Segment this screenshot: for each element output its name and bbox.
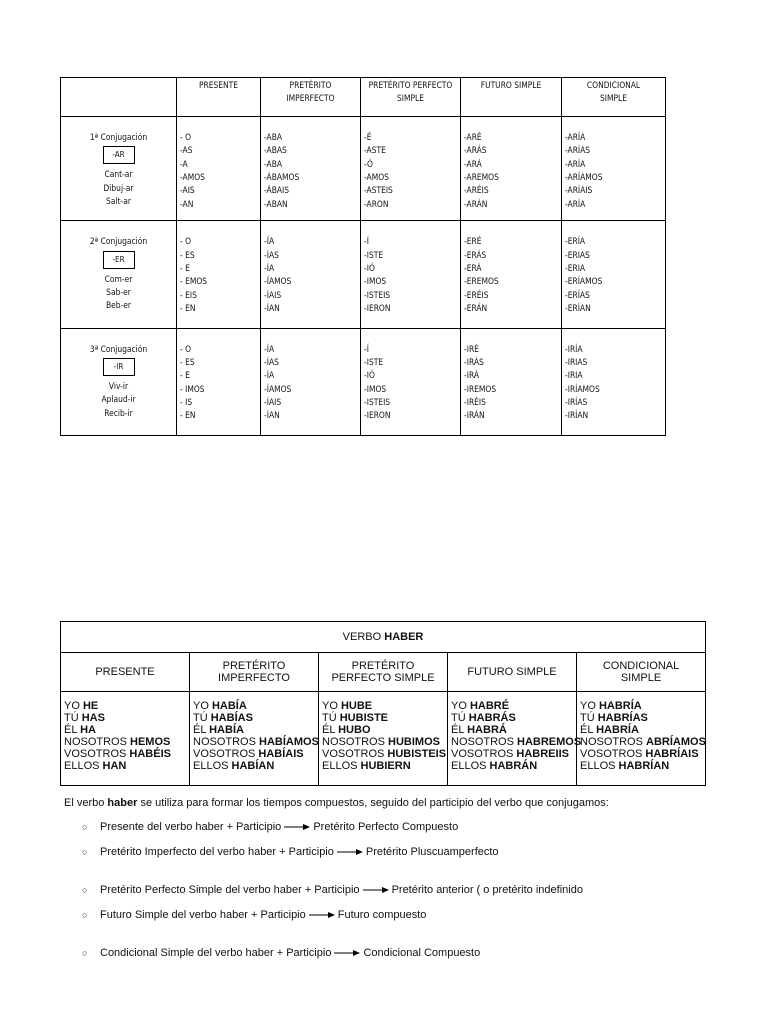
bullet-circle: ○ bbox=[82, 948, 88, 958]
ending-form: -ISTE bbox=[364, 249, 384, 260]
haber-form: HAN bbox=[102, 760, 127, 772]
ending-form: -ABA bbox=[264, 158, 283, 169]
pronoun: YO bbox=[580, 700, 599, 712]
ending-form: -Í bbox=[364, 236, 369, 247]
haber-form: HABRÍA bbox=[598, 700, 642, 712]
haber-form-line bbox=[322, 712, 444, 724]
ending-form: -AN bbox=[180, 198, 194, 209]
pronoun: NOSOTROS bbox=[580, 736, 647, 748]
ending-form: - E bbox=[180, 370, 190, 381]
presente-endings-cell bbox=[177, 328, 261, 435]
haber-form: HUBO bbox=[338, 724, 371, 736]
ending-form: -IRÉ bbox=[464, 343, 479, 354]
compound-tense-item bbox=[82, 884, 583, 896]
haber-form-line bbox=[64, 712, 186, 724]
ending-form: -IRÉIS bbox=[464, 396, 486, 407]
pronoun: NOSOTROS bbox=[64, 736, 131, 748]
haber-form-line bbox=[64, 700, 186, 712]
resulting-tense: Pretérito Perfecto Compuesto bbox=[313, 821, 459, 833]
compound-tenses-notes bbox=[64, 797, 744, 959]
haber-form: HEMOS bbox=[130, 736, 171, 748]
conjugation-cell bbox=[61, 328, 177, 435]
ending-form: - O bbox=[180, 236, 192, 247]
haber-form-line bbox=[580, 748, 702, 760]
haber-forms-cell bbox=[448, 692, 582, 786]
haber-form: HABRÍAIS bbox=[645, 748, 699, 760]
condicional-endings-cell bbox=[562, 117, 666, 221]
haber-form-line bbox=[451, 748, 573, 760]
haber-form: HABÍA bbox=[209, 724, 244, 736]
bullet-circle: ○ bbox=[82, 847, 88, 857]
ending-form: -ISTE bbox=[364, 356, 384, 367]
ending-form: -IRIA bbox=[565, 370, 583, 381]
example-verb: Recib-ir bbox=[104, 407, 133, 418]
header-futuro-simple: FUTURO SIMPLE bbox=[461, 78, 562, 117]
ending-form: -AREMOS bbox=[464, 171, 499, 182]
haber-form: HABÉIS bbox=[129, 748, 171, 760]
resulting-tense: Pretérito anterior ( o pretérito indefinido bbox=[391, 884, 583, 896]
pronoun: VOSOTROS bbox=[193, 748, 259, 760]
haber-form-line bbox=[322, 760, 444, 772]
haber-form-line bbox=[193, 736, 319, 748]
ending-form: - EIS bbox=[180, 289, 197, 300]
ending-form: -IMOS bbox=[364, 383, 387, 394]
arrow-right-icon bbox=[363, 886, 389, 894]
conjugation-label: 3ª Conjugación bbox=[89, 343, 148, 354]
ending-form: -ARÁ bbox=[464, 158, 482, 169]
haber-header-preterito-perfecto-simple: PRETÉRITO PERFECTO SIMPLE bbox=[319, 653, 448, 692]
ending-form: -ÍA bbox=[264, 370, 275, 381]
notes-intro: El verbo haber se utiliza para formar los tiempos compuestos, seguido del participio del verbo que conjugamos: bbox=[64, 797, 609, 809]
ending-form: -IÓ bbox=[364, 370, 375, 381]
haber-form-line bbox=[193, 712, 315, 724]
ending-form: -ERÁ bbox=[464, 262, 482, 273]
ending-form: -IERON bbox=[364, 302, 391, 313]
ending-form: - ES bbox=[180, 356, 195, 367]
ending-form: -IRIAS bbox=[565, 356, 588, 367]
ending-form: - O bbox=[180, 132, 192, 143]
ending-badge: -AR bbox=[103, 146, 135, 164]
pronoun: ÉL bbox=[451, 724, 468, 736]
ending-form: - IS bbox=[180, 396, 193, 407]
header-cell-empty bbox=[61, 78, 177, 117]
haber-header-preterito-imperfecto: PRETÉRITO IMPERFECTO bbox=[190, 653, 319, 692]
pronoun: NOSOTROS bbox=[451, 736, 518, 748]
perfecto-endings-cell bbox=[361, 221, 461, 328]
formation-text: Condicional Simple del verbo haber + Participio bbox=[100, 947, 332, 959]
ending-form: -ÍAN bbox=[264, 302, 280, 313]
pronoun: YO bbox=[322, 700, 341, 712]
haber-form: HE bbox=[82, 700, 99, 712]
compound-tense-item bbox=[82, 846, 499, 858]
imperfecto-endings-cell bbox=[261, 328, 361, 435]
ending-form: - ES bbox=[180, 249, 195, 260]
pronoun: TÚ bbox=[64, 712, 82, 724]
haber-form-line bbox=[580, 736, 706, 748]
formation-text: Presente del verbo haber + Participio bbox=[100, 821, 282, 833]
example-verb: Dibuj-ar bbox=[103, 182, 134, 193]
pronoun: NOSOTROS bbox=[193, 736, 260, 748]
ending-badge: -IR bbox=[103, 358, 135, 376]
ending-form: -ARÍAIS bbox=[565, 185, 593, 196]
ending-form: -ERÍA bbox=[565, 236, 586, 247]
ending-form: -IRÁN bbox=[464, 410, 485, 421]
ending-form: -ERÉIS bbox=[464, 289, 489, 300]
ending-form: - EN bbox=[180, 410, 196, 421]
haber-form-line bbox=[451, 724, 573, 736]
verbo-haber-table bbox=[60, 621, 706, 786]
ending-form: - EN bbox=[180, 302, 196, 313]
haber-forms-cell bbox=[61, 692, 190, 786]
ending-form: -AMOS bbox=[180, 171, 205, 182]
ending-form: -ÁBAIS bbox=[264, 185, 290, 196]
haber-form: HABÍA bbox=[211, 700, 247, 712]
haber-form: HABÍAIS bbox=[258, 748, 304, 760]
ending-form: -ARÍA bbox=[565, 158, 586, 169]
pronoun: TÚ bbox=[451, 712, 469, 724]
ending-form: -A bbox=[180, 158, 188, 169]
haber-form-line bbox=[193, 724, 315, 736]
ending-form: -ERÁS bbox=[464, 249, 487, 260]
haber-form: HABREIIS bbox=[516, 748, 569, 760]
ending-form: -ERÍAMOS bbox=[565, 276, 603, 287]
ending-form: -ÁBAMOS bbox=[264, 171, 300, 182]
condicional-endings-cell bbox=[562, 221, 666, 328]
header-preterito-perfecto-simple: PRETÉRITO PERFECTO SIMPLE bbox=[361, 78, 461, 117]
imperfecto-endings-cell bbox=[261, 221, 361, 328]
haber-forms-cell bbox=[319, 692, 448, 786]
presente-endings-cell bbox=[177, 221, 261, 328]
ending-form: -ARÁN bbox=[464, 198, 488, 209]
pronoun: YO bbox=[193, 700, 212, 712]
pronoun: ÉL bbox=[193, 724, 210, 736]
ending-form: -ÍAN bbox=[264, 410, 280, 421]
conjugation-cell bbox=[61, 221, 177, 328]
header-preterito-imperfecto: PRETÉRITO IMPERFECTO bbox=[261, 78, 361, 117]
ending-form: -ARÉIS bbox=[464, 185, 489, 196]
ending-form: -ARÍA bbox=[565, 132, 586, 143]
haber-form-line bbox=[64, 736, 186, 748]
ending-form: -ÍAMOS bbox=[264, 383, 292, 394]
haber-form-line bbox=[451, 700, 573, 712]
ending-form: - EMOS bbox=[180, 276, 208, 287]
haber-form-line bbox=[322, 700, 444, 712]
arrow-right-icon bbox=[334, 949, 360, 957]
haber-form: HUBIERN bbox=[360, 760, 411, 772]
conjugation-label: 1ª Conjugación bbox=[89, 132, 148, 143]
haber-form-line bbox=[322, 724, 444, 736]
ending-form: -ERIAS bbox=[565, 249, 590, 260]
verbo-haber-title-row bbox=[61, 622, 706, 653]
table-row bbox=[61, 221, 666, 328]
presente-endings-cell bbox=[177, 117, 261, 221]
ending-form: -ARÍA bbox=[565, 198, 586, 209]
ending-form: - E bbox=[180, 262, 190, 273]
ending-form: -ISTEIS bbox=[364, 289, 391, 300]
haber-form: HABRÍA bbox=[596, 724, 639, 736]
ending-form: - IMOS bbox=[180, 383, 205, 394]
bullet-circle: ○ bbox=[82, 910, 88, 920]
ending-form: -AS bbox=[180, 145, 193, 156]
ending-form: -ASTEIS bbox=[364, 185, 393, 196]
haber-form-line bbox=[64, 760, 186, 772]
pronoun: ELLOS bbox=[322, 760, 361, 772]
example-verb: Salt-ar bbox=[106, 195, 131, 206]
pronoun: TÚ bbox=[193, 712, 211, 724]
haber-form-line bbox=[580, 724, 702, 736]
ending-form: -Ó bbox=[364, 158, 373, 169]
ending-form: -ÍAMOS bbox=[264, 276, 292, 287]
haber-form: HABRÁ bbox=[467, 724, 507, 736]
haber-form-line bbox=[322, 748, 447, 760]
example-verb: Cant-ar bbox=[104, 169, 133, 180]
haber-form-line bbox=[322, 736, 444, 748]
ending-form: -IRÍAMOS bbox=[565, 383, 600, 394]
ending-form: -IRÁS bbox=[464, 356, 484, 367]
resulting-tense: Pretérito Pluscuamperfecto bbox=[365, 846, 499, 858]
ending-form: -ABAS bbox=[264, 145, 287, 156]
pronoun: ELLOS bbox=[580, 760, 619, 772]
ending-form: -ERÁN bbox=[464, 302, 488, 313]
ending-badge: -ER bbox=[103, 251, 135, 269]
ending-form: -IMOS bbox=[364, 276, 387, 287]
haber-conjugation-row bbox=[61, 692, 706, 786]
formation-text: Pretérito Perfecto Simple del verbo haber + Participio bbox=[100, 884, 360, 896]
haber-form-line bbox=[193, 748, 315, 760]
ending-form: - O bbox=[180, 343, 192, 354]
pronoun: VOSOTROS bbox=[64, 748, 130, 760]
haber-header-presente: PRESENTE bbox=[61, 653, 190, 692]
haber-form: HUBE bbox=[340, 700, 373, 712]
ending-form: -ERÍAS bbox=[565, 289, 590, 300]
ending-form: -IRÍAN bbox=[565, 410, 589, 421]
pronoun: VOSOTROS bbox=[451, 748, 517, 760]
ending-form: -ÍAIS bbox=[264, 396, 282, 407]
conjugation-endings-table bbox=[60, 77, 666, 436]
example-verb: Beb-er bbox=[105, 300, 132, 311]
haber-form-line bbox=[451, 736, 582, 748]
haber-form: HABÍAN bbox=[231, 760, 275, 772]
pronoun: ÉL bbox=[64, 724, 81, 736]
example-verb: Viv-ir bbox=[108, 380, 129, 391]
ending-form: -ÍA bbox=[264, 236, 275, 247]
conjugation-cell bbox=[61, 117, 177, 221]
bullet-circle: ○ bbox=[82, 885, 88, 895]
condicional-endings-cell bbox=[562, 328, 666, 435]
haber-form: HA bbox=[80, 724, 96, 736]
perfecto-endings-cell bbox=[361, 117, 461, 221]
ending-form: -ÍAS bbox=[264, 249, 279, 260]
pronoun: YO bbox=[451, 700, 470, 712]
haber-form-line bbox=[580, 712, 702, 724]
table-header-row bbox=[61, 653, 706, 692]
haber-form: HABRÍAS bbox=[597, 712, 648, 724]
haber-forms-cell bbox=[577, 692, 706, 786]
header-presente: PRESENTE bbox=[177, 78, 261, 117]
pronoun: ELLOS bbox=[451, 760, 490, 772]
haber-form-line bbox=[193, 760, 315, 772]
haber-form-line bbox=[451, 760, 573, 772]
table-header-row bbox=[61, 78, 666, 117]
pronoun: VOSOTROS bbox=[322, 748, 388, 760]
pronoun: ÉL bbox=[580, 724, 597, 736]
table-row bbox=[61, 117, 666, 221]
pronoun: ELLOS bbox=[193, 760, 232, 772]
resulting-tense: Futuro compuesto bbox=[337, 909, 427, 921]
example-verb: Aplaud-ir bbox=[101, 394, 136, 405]
haber-form-line bbox=[580, 760, 702, 772]
ending-form: -ÍA bbox=[264, 343, 275, 354]
table-row bbox=[61, 328, 666, 435]
ending-form: -ABAN bbox=[264, 198, 288, 209]
haber-form: HUBISTE bbox=[339, 712, 389, 724]
compound-tense-item bbox=[82, 821, 458, 833]
futuro-endings-cell bbox=[461, 221, 562, 328]
ending-form: -ÍAIS bbox=[264, 289, 282, 300]
ending-form: -ARON bbox=[364, 198, 389, 209]
pronoun: ÉL bbox=[322, 724, 339, 736]
haber-header-futuro-simple: FUTURO SIMPLE bbox=[448, 653, 577, 692]
ending-form: -ARÁS bbox=[464, 145, 487, 156]
ending-form: -ÍA bbox=[264, 262, 275, 273]
header-condicional-simple: CONDICIONAL SIMPLE bbox=[562, 78, 666, 117]
ending-form: -É bbox=[364, 132, 372, 143]
ending-form: -IRÍAS bbox=[565, 396, 588, 407]
haber-form: HABRÁN bbox=[489, 760, 538, 772]
haber-form: HAS bbox=[81, 712, 105, 724]
bullet-circle: ○ bbox=[82, 822, 88, 832]
haber-form: HABRÉ bbox=[469, 700, 510, 712]
ending-form: -Í bbox=[364, 343, 369, 354]
haber-form: HABREMOS bbox=[517, 736, 582, 748]
haber-form: HUBIMOS bbox=[388, 736, 440, 748]
ending-form: -EREMOS bbox=[464, 276, 499, 287]
haber-form: HABÍAMOS bbox=[259, 736, 319, 748]
pronoun: TÚ bbox=[322, 712, 340, 724]
haber-forms-cell bbox=[190, 692, 319, 786]
pronoun: VOSOTROS bbox=[580, 748, 646, 760]
ending-form: -AIS bbox=[180, 185, 195, 196]
verbo-haber-title: VERBO HABER bbox=[61, 622, 706, 653]
compound-tense-item bbox=[82, 947, 480, 959]
ending-form: -IRÍA bbox=[565, 343, 583, 354]
haber-form: HABÍAS bbox=[210, 712, 253, 724]
example-verb: Sab-er bbox=[106, 286, 131, 297]
ending-form: -ARÍAMOS bbox=[565, 171, 603, 182]
ending-form: -ARÍAS bbox=[565, 145, 591, 156]
pronoun: ELLOS bbox=[64, 760, 103, 772]
haber-header-condicional-simple: CONDICIONAL SIMPLE bbox=[577, 653, 706, 692]
ending-form: -ÍAS bbox=[264, 356, 279, 367]
arrow-right-icon bbox=[284, 823, 310, 831]
haber-form: HABRÁS bbox=[468, 712, 516, 724]
ending-form: -ERÉ bbox=[464, 236, 482, 247]
formation-text: Futuro Simple del verbo haber + Participio bbox=[100, 909, 306, 921]
ending-form: -IRÁ bbox=[464, 370, 479, 381]
ending-form: -ISTEIS bbox=[364, 396, 391, 407]
haber-form-line bbox=[451, 712, 573, 724]
ending-form: -IREMOS bbox=[464, 383, 497, 394]
futuro-endings-cell bbox=[461, 328, 562, 435]
haber-form: ABRÍAMOS bbox=[646, 736, 706, 748]
ending-form: -ERÍAN bbox=[565, 302, 591, 313]
haber-form: HABRÍAN bbox=[618, 760, 670, 772]
ending-form: -IÓ bbox=[364, 262, 375, 273]
compound-tense-item bbox=[82, 909, 426, 921]
ending-form: -AMOS bbox=[364, 171, 389, 182]
haber-form-line bbox=[193, 700, 315, 712]
ending-form: -IERON bbox=[364, 410, 391, 421]
perfecto-endings-cell bbox=[361, 328, 461, 435]
imperfecto-endings-cell bbox=[261, 117, 361, 221]
conjugation-label: 2ª Conjugación bbox=[89, 236, 148, 247]
haber-form: HUBISTEIS bbox=[387, 748, 447, 760]
ending-form: -ABA bbox=[264, 132, 283, 143]
formation-text: Pretérito Imperfecto del verbo haber + Participio bbox=[100, 846, 334, 858]
ending-form: -ARÉ bbox=[464, 132, 482, 143]
pronoun: TÚ bbox=[580, 712, 598, 724]
example-verb: Com-er bbox=[104, 273, 133, 284]
futuro-endings-cell bbox=[461, 117, 562, 221]
haber-form-line bbox=[64, 748, 186, 760]
arrow-right-icon bbox=[337, 848, 363, 856]
ending-form: -ERIA bbox=[565, 262, 586, 273]
resulting-tense: Condicional Compuesto bbox=[363, 947, 481, 959]
pronoun: YO bbox=[64, 700, 83, 712]
arrow-right-icon bbox=[309, 911, 335, 919]
ending-form: -ASTE bbox=[364, 145, 386, 156]
haber-form-line bbox=[580, 700, 702, 712]
haber-form-line bbox=[64, 724, 186, 736]
pronoun: NOSOTROS bbox=[322, 736, 389, 748]
